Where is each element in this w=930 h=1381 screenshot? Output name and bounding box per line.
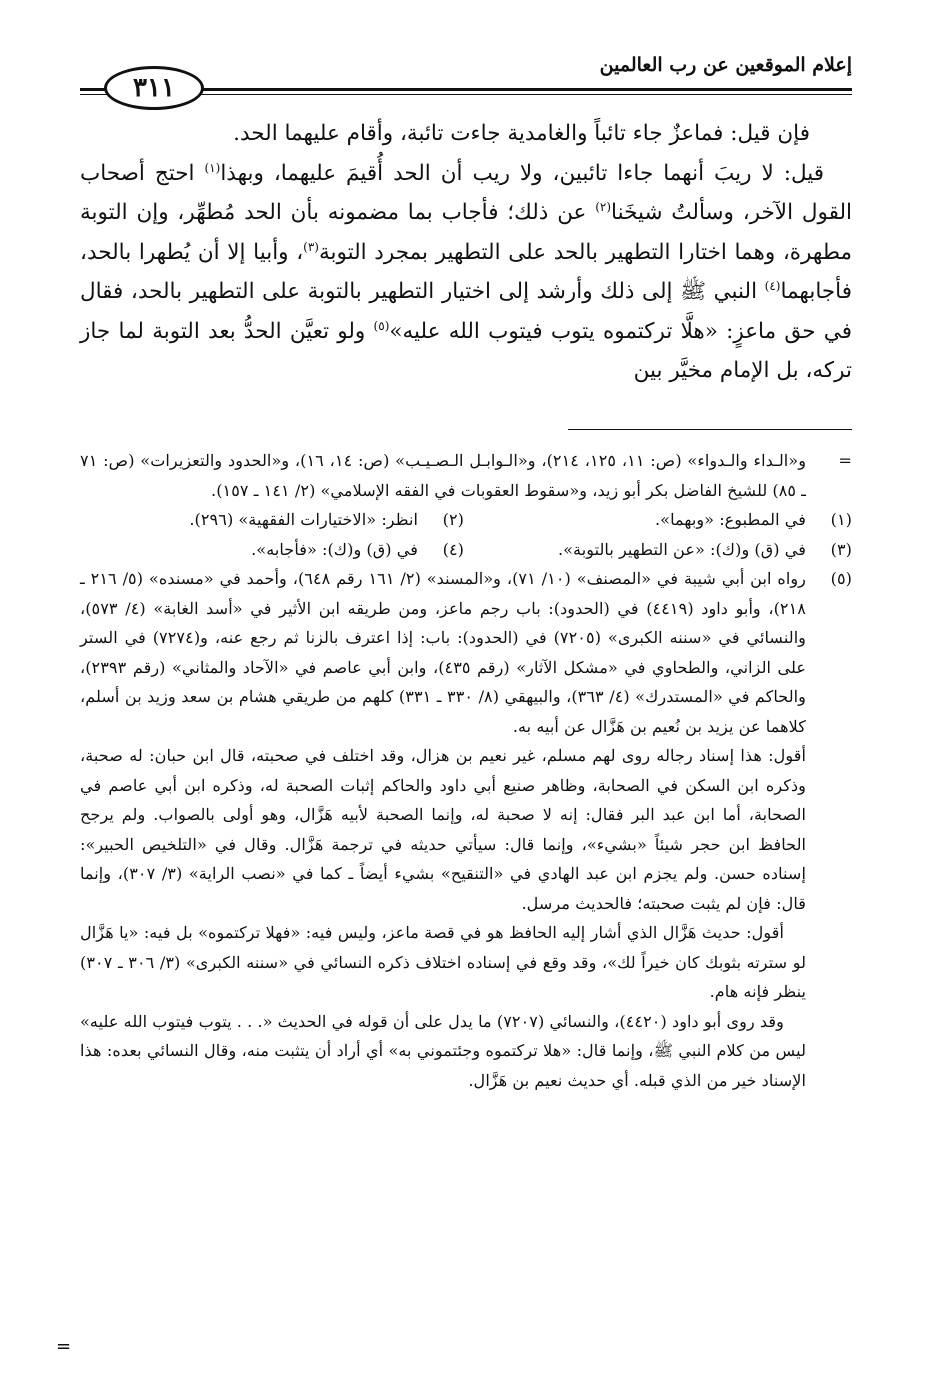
footnote-ref-2: (٢) xyxy=(595,199,612,214)
footnote-text: رواه ابن أبي شيبة في «المصنف» (١٠/ ٧١)، و«المسند» (٢/ ١٦١ رقم ٦٤٨)، وأحمد في «مسنده» (٥/ ٢١٦ ـ ٢١٨)، وأبو داود (٤٤١٩) في (الحدود): باب رجم ماعز، ومن طريقه ابن الأثير في «أسد الغابة» (٤/ ٥٧٣)، والنسائي في «سننه الكبرى» (٧٢٠٥) في (الحدود): باب: إذا اعترف بالزنا ثم رجع عنه، و(٧٢٧٤) في الستر على الزاني، والطحاوي في «مشكل الآثار» (رقم ٤٣٥)، وابن أبي عاصم في «الآحاد والمثاني» (رقم ٢٣٩٣)، والحاكم في «المستدرك» (٤/ ٣٦٣)، والبيهقي (٨/ ٣٣٠ ـ ٣٣١) كلهم من طريقي هشام بن سعد وزيد بن أسلم، كلاهما عن يزيد بن نُعيم بن هَزَّال عن أبيه به. xyxy=(80,569,807,736)
continuation-text: و«الـداء والـدواء» (ص: ١١، ١٢٥، ٢١٤)، و«الـوابـل الـصـيـب» (ص: ١٤، ١٦)، و«الحدود والتعزيرات» (ص: ٧١ ـ ٨٥) للشيخ الفاضل بكر أبو زيد، و«سقوط العقوبات في الفقه الإسلامي» (٢/ ١٤١ ـ ١٥٧). xyxy=(80,451,807,500)
footnote-text: في (ق) و(ك): «عن التطهير بالتوبة». xyxy=(558,539,806,559)
page-header xyxy=(80,48,852,108)
footnote-paragraph: أقول: حديث هَزَّال الذي أشار إليه الحافظ هو في قصة ماعز، وليس فيه: «فهلا تركتموه» بل فيه: «يا هَزَّال لو سترته بثوبك كان خيراً لك»، وقد وقع في إسناده اختلاف ذكره النسائي في «سننه الكبرى» (٣/ ٣٠٦ ـ ٣٠٧) ينظر فإنه هام. xyxy=(80,923,807,1001)
text-run: النبي ﷺ إلى ذلك وأرشد إلى اختيار التطهير بالتوبة على التطهير بالحد، فقال في حق ماعزٍ: «هلَّا تركتموه يتوب فيتوب الله عليه» xyxy=(80,279,852,344)
footnote-row-1-2 xyxy=(80,505,852,535)
text-run: قيل: لا ريبَ أنهما جاءا تائبين، ولا ريب أن الحد أُقيمَ عليهما، وبهذا xyxy=(220,160,824,186)
footnote-5-body xyxy=(80,564,806,1095)
main-paragraph-2 xyxy=(80,154,852,391)
footnote-2 xyxy=(189,505,464,535)
text-run: عن ذلك؛ فأجاب بما مضمونه بأن الحد مُطهِّر، وإن التوبة مطهرة، وهما اختارا التطهير بالحد على التطهير بمجرد التوبة xyxy=(80,200,852,265)
footnote-continuation xyxy=(80,446,852,505)
continuation-mark: = xyxy=(838,451,852,470)
footnote-number: (٥) xyxy=(830,569,852,588)
footnote-3 xyxy=(464,535,852,565)
footnote-paragraph: أقول: هذا إسناد رجاله روى لهم مسلم، غير نعيم بن هزال، وقد اختلف في صحبته، قال ابن حبان: له صحبة، وذكره ابن السكن في الصحابة، وظاهر صنيع أبي داود والحاكم إثبات الصحبة له، وذكره ابن أبي عاصم في الصحابة، أما ابن عبد البر فقال: إنه لا صحبة له، وإنما الصحبة لأبيه هَزَّال، وهو أولى بالصواب. ولم يرجح الحافظ ابن حجر شيئاً «بشيء»، وإنما قال: سيأتي حديثه في ترجمة هَزَّال. وقال في «التلخيص الحبير»: إسناده حسن. ولم يجزم ابن عبد الهادي في «التنقيح» بشيء أيضاً ـ كما في «نصب الراية» (٣/ ٣٠٧)، وإنما قال: فإن لم يثبت صحبته؛ فالحديث مرسل. xyxy=(80,746,806,913)
main-paragraph-1: فإن قيل: فماعزٌ جاء تائباً والغامدية جاءت تائبة، وأقام عليهما الحد. xyxy=(233,121,810,146)
footnote-5 xyxy=(80,564,852,1095)
footnote-ref-3: (٣) xyxy=(303,239,319,254)
book-title: إعلام الموقعين عن رب العالمين xyxy=(599,54,852,76)
main-text xyxy=(80,114,852,391)
text-run: احتج أصحاب القول الآخر، وسألتُ شيخَنا xyxy=(80,160,852,225)
footnote-number: (٣) xyxy=(830,539,852,559)
footnote-number: (٢) xyxy=(442,510,464,529)
footnote-text: في المطبوع: «وبهما». xyxy=(655,510,806,529)
footnote-text: في (ق) و(ك): «فأجابه». xyxy=(251,539,418,559)
page-number: ٣١١ xyxy=(104,66,204,110)
footnote-1 xyxy=(464,505,852,535)
footnote-text: انظر: «الاختيارات الفقهية» (٢٩٦). xyxy=(189,510,418,529)
footnote-row-3-4 xyxy=(80,535,852,565)
footnote-ref-4: (٤) xyxy=(764,278,781,293)
footnotes xyxy=(80,446,852,1095)
text-run: ، وأبيا إلا أن يُطهرا بالحد، فأجابهما xyxy=(80,239,852,304)
footnote-4 xyxy=(251,535,464,565)
continuation-mark-bottom: = xyxy=(56,1336,72,1357)
footnote-paragraph: وقد روى أبو داود (٤٤٢٠)، والنسائي (٧٢٠٧) ما يدل على أن قوله في الحديث «. . . يتوب فيتوب الله عليه» ليس من كلام النبي ﷺ، وإنما قال: «هلا تركتموه وجئتموني به» أي أراد أن يتثبت منه، وقال النسائي بعده: هذا الإسناد خير من الذي قبله. أي حديث نعيم بن هَزَّال. xyxy=(80,1011,806,1090)
footnote-ref-1: (١) xyxy=(204,160,221,175)
footnote-ref-5: (٥) xyxy=(373,318,390,333)
footnote-separator xyxy=(568,429,852,430)
footnote-number: (٤) xyxy=(442,539,464,559)
footnote-number: (١) xyxy=(830,510,852,529)
text-run: ولو تعيَّن الحدُّ بعد التوبة لما جاز تركه، بل الإمام مخيَّر بين xyxy=(80,318,852,383)
